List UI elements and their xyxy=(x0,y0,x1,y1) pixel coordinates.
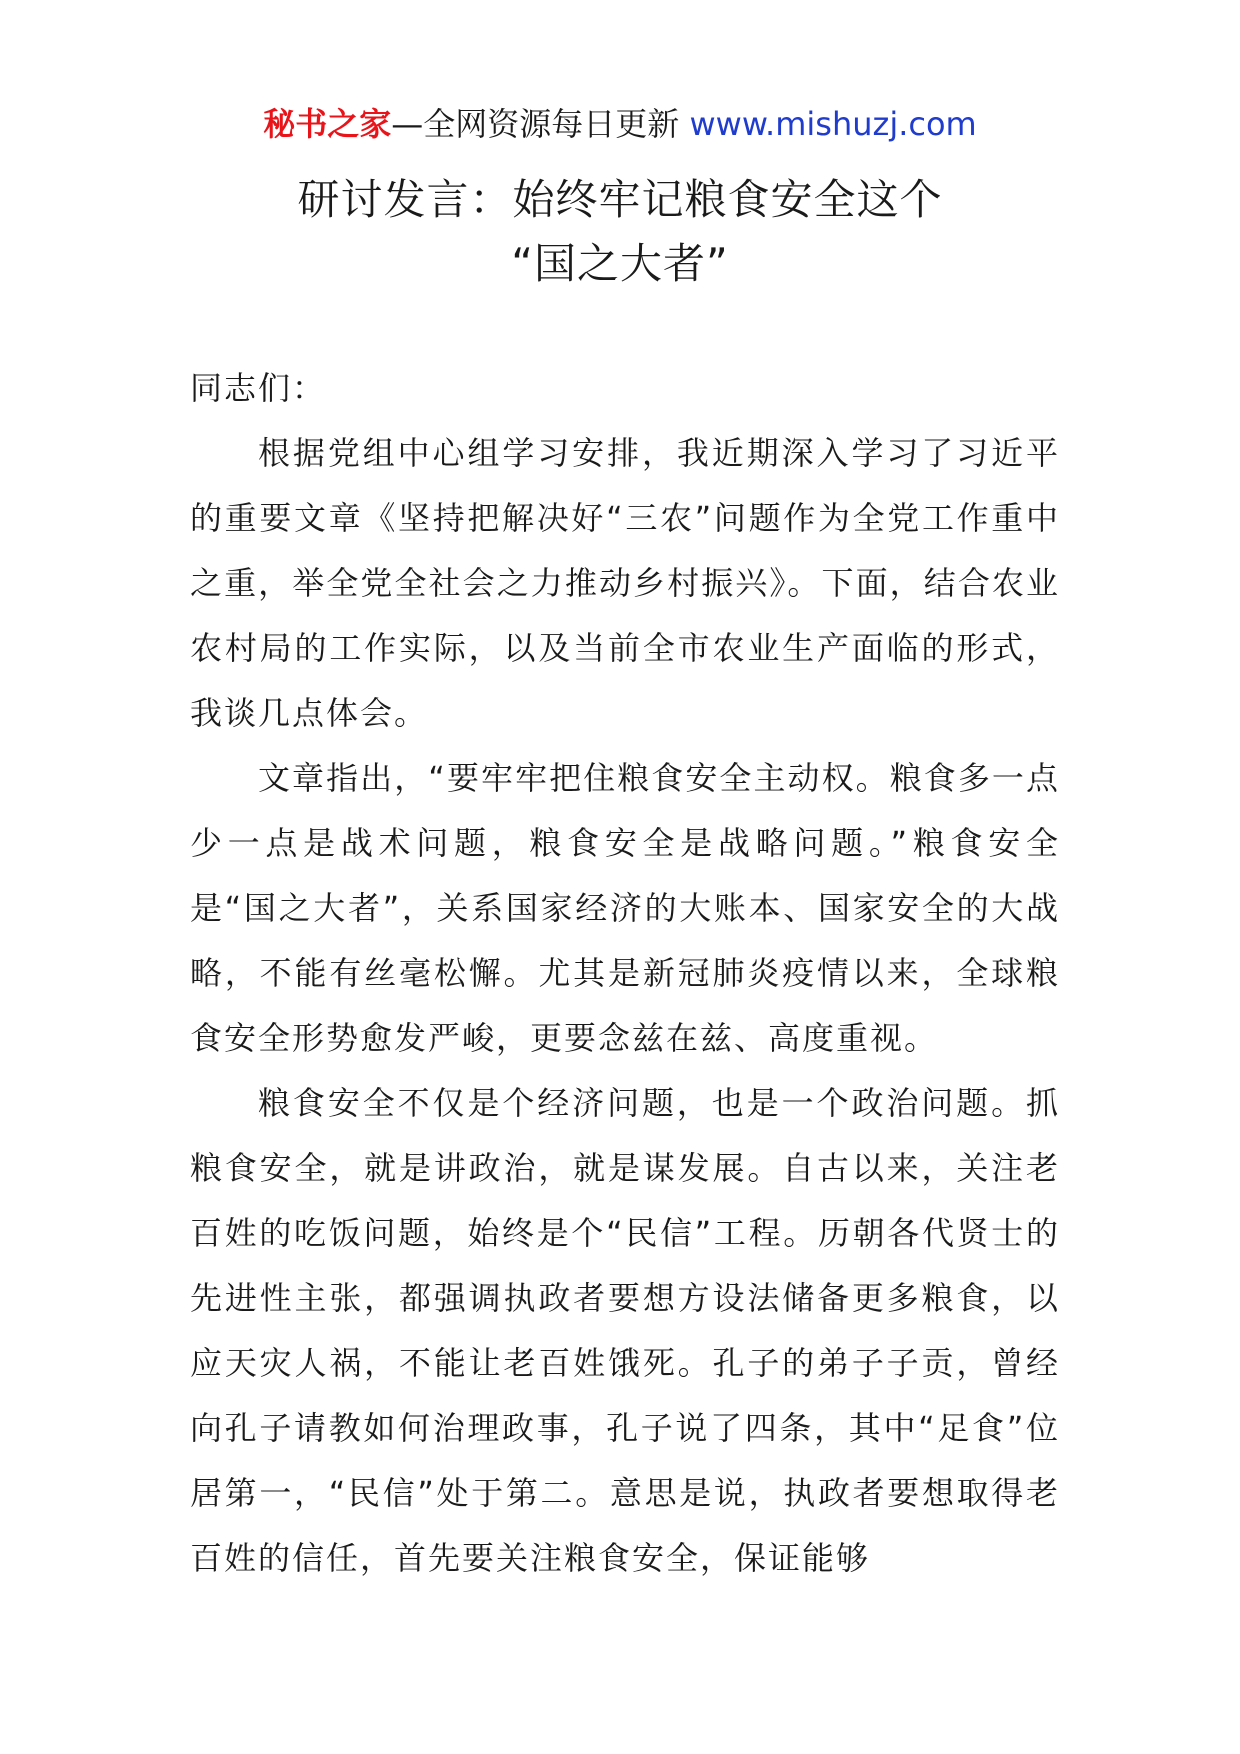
paragraph: 粮食安全不仅是个经济问题，也是一个政治问题。抓粮食安全，就是讲政治，就是谋发展。自古以来，关注老百姓的吃饭问题，始终是个“民信”工程。历朝各代贤士的先进性主张，都强调执政者要想方设法储备更多粮食，以应天灾人祸，不能让老百姓饿死。孔子的弟子子贡，曾经向孔子请教如何治理政事，孔子说了四条，其中“足食”位居第一，“民信”处于第二。意思是说，执政者要想取得老百姓的信任，首先要关注粮食安全，保证能够 xyxy=(190,1084,1060,1577)
site-header xyxy=(0,100,1240,148)
document-title xyxy=(0,168,1240,296)
salutation: 同志们： xyxy=(190,369,327,407)
paragraph: 根据党组中心组学习安排，我近期深入学习了习近平的重要文章《坚持把解决好“三农”问题作为全党工作重中之重，举全党全社会之力推动乡村振兴》。下面，结合农业农村局的工作实际，以及当前全市农业生产面临的形式，我谈几点体会。 xyxy=(190,434,1060,732)
document-body xyxy=(190,356,1060,1591)
title-line-2: “国之大者” xyxy=(511,239,729,288)
header-tagline: —全网资源每日更新 xyxy=(391,105,680,143)
paragraph: 文章指出，“要牢牢把住粮食安全主动权。粮食多一点少一点是战术问题，粮食安全是战略问题。”粮食安全是“国之大者”，关系国家经济的大账本、国家安全的大战略，不能有丝毫松懈。尤其是新冠肺炎疫情以来，全球粮食安全形势愈发严峻，更要念兹在兹、高度重视。 xyxy=(190,759,1060,1057)
site-url-link[interactable]: www.mishuzj.com xyxy=(689,105,977,143)
brand-name: 秘书之家 xyxy=(263,105,392,143)
title-line-1: 研讨发言：始终牢记粮食安全这个 xyxy=(297,175,943,224)
